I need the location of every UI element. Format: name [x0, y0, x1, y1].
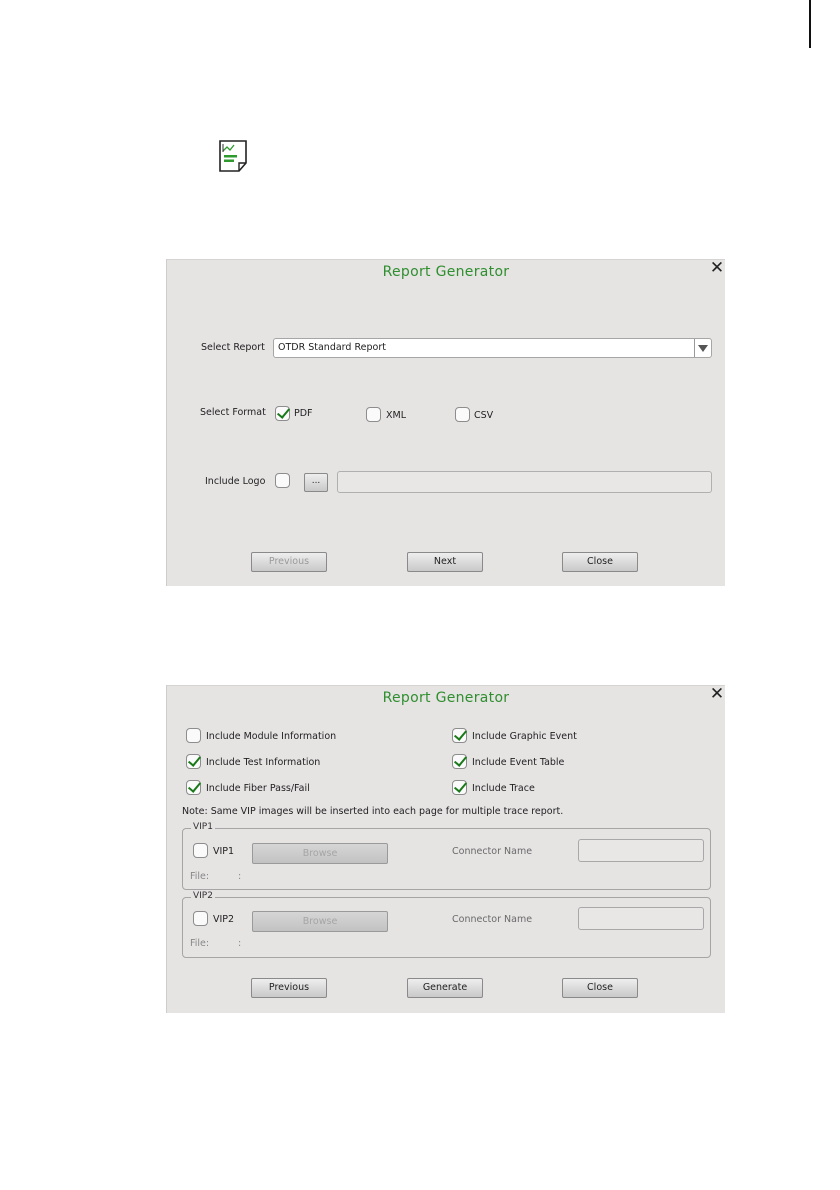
- vip2-checkbox[interactable]: [193, 911, 208, 926]
- vip1-browse-button[interactable]: Browse: [252, 843, 388, 864]
- include-logo-checkbox[interactable]: [275, 473, 290, 488]
- vip2-browse-button[interactable]: Browse: [252, 911, 388, 932]
- include-test-info-label: Include Test Information: [206, 757, 321, 768]
- logo-path-field[interactable]: [337, 471, 712, 493]
- format-csv-checkbox[interactable]: [455, 407, 470, 422]
- close-button[interactable]: Close: [562, 978, 638, 998]
- logo-browse-button[interactable]: ...: [304, 473, 328, 492]
- vip2-connector-name-input[interactable]: [578, 907, 704, 930]
- select-format-label: Select Format: [200, 407, 266, 418]
- vip1-file-label: File:: [190, 871, 210, 882]
- include-fiber-pass-fail-checkbox[interactable]: [186, 780, 201, 795]
- report-generator-dialog-step1: [166, 259, 725, 586]
- select-report-label: Select Report: [201, 342, 265, 353]
- generate-button[interactable]: Generate: [407, 978, 483, 998]
- format-pdf-checkbox[interactable]: [275, 406, 290, 421]
- report-generator-dialog-step2: [166, 685, 725, 1013]
- dialog-title: Report Generator: [382, 264, 510, 280]
- select-report-dropdown[interactable]: [273, 338, 712, 358]
- vip-note-text: Note: Same VIP images will be inserted into each page for multiple trace report.: [182, 806, 564, 817]
- include-graphic-event-checkbox[interactable]: [452, 728, 467, 743]
- vip1-connector-name-input[interactable]: [578, 839, 704, 862]
- report-document-icon: [219, 140, 247, 172]
- include-logo-label: Include Logo: [205, 476, 266, 487]
- include-test-info-checkbox[interactable]: [186, 754, 201, 769]
- vip1-connector-label: Connector Name: [452, 846, 533, 857]
- vip1-file-separator: :: [238, 871, 242, 882]
- dialog-title: Report Generator: [382, 690, 510, 706]
- page-edge-bar: [809, 0, 811, 48]
- include-graphic-event-label: Include Graphic Event: [472, 731, 577, 742]
- chevron-down-icon[interactable]: [694, 339, 711, 357]
- include-module-info-label: Include Module Information: [206, 731, 337, 742]
- format-pdf-label: PDF: [294, 408, 313, 419]
- include-module-info-checkbox[interactable]: [186, 728, 201, 743]
- include-trace-label: Include Trace: [472, 783, 535, 794]
- vip2-file-separator: :: [238, 938, 242, 949]
- vip1-checkbox-label: VIP1: [213, 846, 235, 857]
- include-event-table-label: Include Event Table: [472, 757, 565, 768]
- close-button[interactable]: Close: [562, 552, 638, 572]
- next-button[interactable]: Next: [407, 552, 483, 572]
- include-event-table-checkbox[interactable]: [452, 754, 467, 769]
- close-icon[interactable]: ✕: [709, 258, 725, 278]
- vip2-file-label: File:: [190, 938, 210, 949]
- include-trace-checkbox[interactable]: [452, 780, 467, 795]
- format-xml-checkbox[interactable]: [366, 407, 381, 422]
- vip2-group-title: VIP2: [193, 891, 213, 901]
- previous-button[interactable]: Previous: [251, 978, 327, 998]
- vip1-group: [182, 822, 711, 890]
- select-report-value: OTDR Standard Report: [278, 342, 386, 353]
- vip2-checkbox-label: VIP2: [213, 914, 235, 925]
- vip2-group: [182, 891, 711, 958]
- vip2-connector-label: Connector Name: [452, 914, 533, 925]
- format-xml-label: XML: [386, 410, 406, 421]
- format-csv-label: CSV: [474, 410, 494, 421]
- include-fiber-pass-fail-label: Include Fiber Pass/Fail: [206, 783, 310, 794]
- close-icon[interactable]: ✕: [709, 684, 725, 704]
- previous-button[interactable]: Previous: [251, 552, 327, 572]
- vip1-checkbox[interactable]: [193, 843, 208, 858]
- vip1-group-title: VIP1: [193, 822, 213, 832]
